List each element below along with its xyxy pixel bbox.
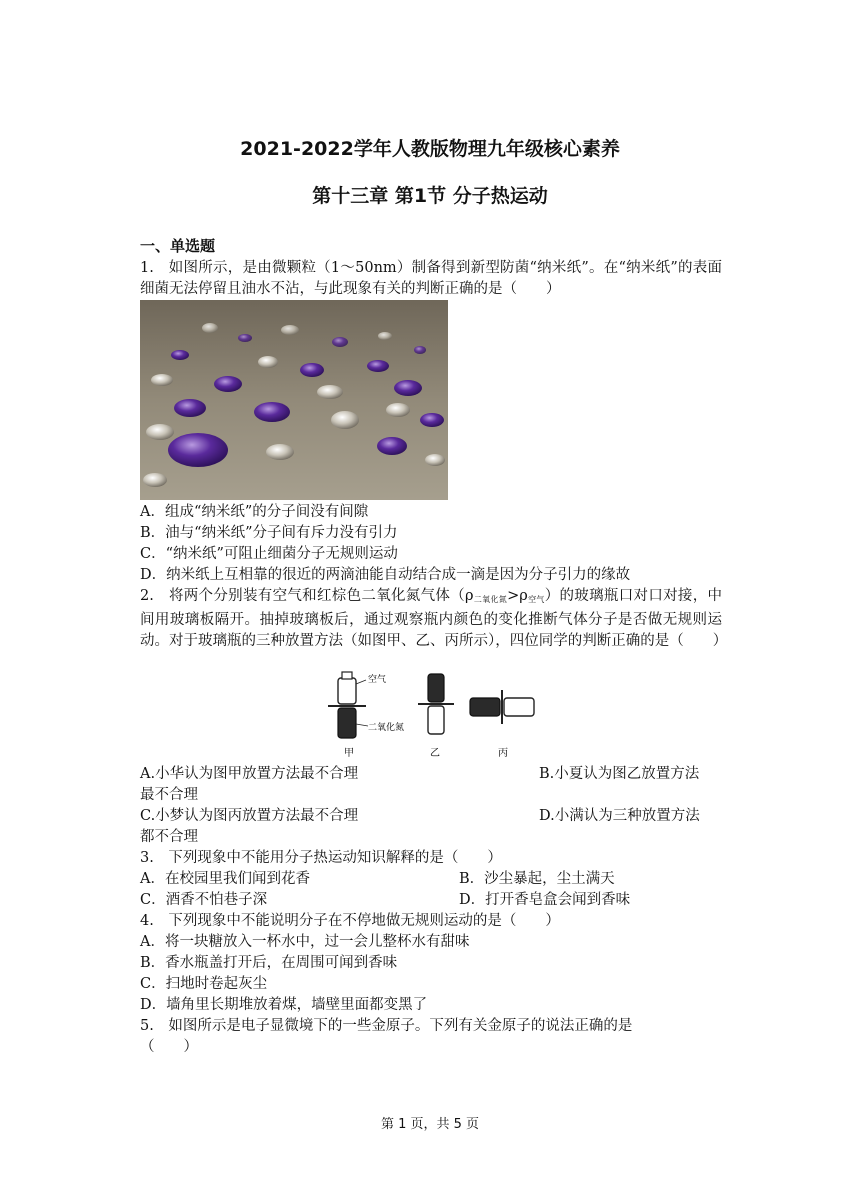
q4-option-d: D．墙角里长期堆放着煤，墙壁里面都变黑了 (140, 997, 428, 1013)
q2-option-d-cont: 都不合理 (140, 829, 198, 845)
nano-paper-photo (140, 300, 448, 500)
label-jia: 甲 (344, 748, 354, 759)
q5-stem: 5. 如图所示是电子显微境下的一些金原子。下列有关金原子的说法正确的是 (140, 1018, 633, 1034)
q2-option-a: A.小华认为图甲放置方法最不合理 (140, 766, 359, 782)
q2-sub-no2: 二氧化氮 (473, 595, 508, 604)
page-footer: 第 1 页，共 5 页 (380, 1117, 480, 1132)
q2-option-c: C.小梦认为图丙放置方法最不合理 (140, 808, 359, 824)
q1-option-c: C．“纳米纸”可阻止细菌分子无规则运动 (140, 546, 398, 562)
label-no2: 二氧化氮 (368, 722, 405, 732)
q1-stem: 1. 如图所示，是由微颗粒（1～50nm）制备得到新型防菌“纳米纸”。在“纳米纸”的表面细菌无法停留且油水不沾，与此现象有关的判断正确的是（ ） (140, 260, 722, 297)
q3-option-d: D．打开香皂盒会闻到香味 (459, 892, 631, 908)
q4-option-b: B．香水瓶盖打开后，在周围可闻到香味 (140, 955, 398, 971)
label-air: 空气 (368, 674, 387, 684)
q3-option-b: B．沙尘暴起，尘土满天 (459, 871, 615, 887)
q4-stem: 4. 下列现象中不能说明分子在不停地做无规则运动的是（ ） (140, 913, 560, 929)
page-title: 2021-2022学年人教版物理九年级核心素养 (240, 138, 620, 160)
q2-gt: >ρ (507, 588, 528, 604)
label-bing: 丙 (498, 748, 508, 759)
q4-option-c: C．扫地时卷起灰尘 (140, 976, 268, 992)
q3-stem: 3. 下列现象中不能用分子热运动知识解释的是（ ） (140, 850, 502, 866)
q2-option-b: B.小夏认为图乙放置方法 (539, 766, 700, 782)
q2-option-b-cont: 最不合理 (140, 787, 198, 803)
q3-option-c: C．酒香不怕巷子深 (140, 892, 268, 908)
q3-option-a: A．在校园里我们闻到花香 (140, 871, 310, 887)
q1-option-a: A．组成“纳米纸”的分子间没有间隙 (140, 504, 369, 520)
label-yi: 乙 (430, 748, 440, 759)
bottle-setup-bing (470, 690, 534, 759)
q1-option-d: D．纳米纸上互相靠的很近的两滴油能自动结合成一滴是因为分子引力的缘故 (140, 567, 631, 583)
q2-stem (140, 586, 728, 652)
q2-stem-a: 2. 将两个分别装有空气和红棕色二氧化氮气体（ρ (140, 588, 474, 604)
q2-stem-b: ）的玻璃瓶口对口对接，中间用玻璃板隔开。抽掉玻璃板后，通过观察瓶内颜色的变化推断气体分子是否做无规则运动。对于玻璃瓶的三种放置方法（如图甲、乙、丙所示），四位同学的判断正确的是（ ） (140, 588, 728, 649)
page-subtitle: 第十三章 第1节 分子热运动 (312, 185, 548, 207)
bottle-setup-yi (418, 674, 454, 759)
bottle-diagram (320, 668, 540, 760)
q4-option-a: A．将一块糖放入一杯水中，过一会儿整杯水有甜味 (140, 934, 470, 950)
q5-stem-cont: （ ） (140, 1039, 198, 1055)
q2-option-d: D.小满认为三种放置方法 (539, 808, 700, 824)
q1-option-b: B．油与“纳米纸”分子间有斥力没有引力 (140, 525, 398, 541)
bottle-setup-jia (328, 672, 404, 759)
q2-sub-air: 空气 (527, 595, 545, 604)
section-heading: 一、单选题 (140, 237, 216, 255)
